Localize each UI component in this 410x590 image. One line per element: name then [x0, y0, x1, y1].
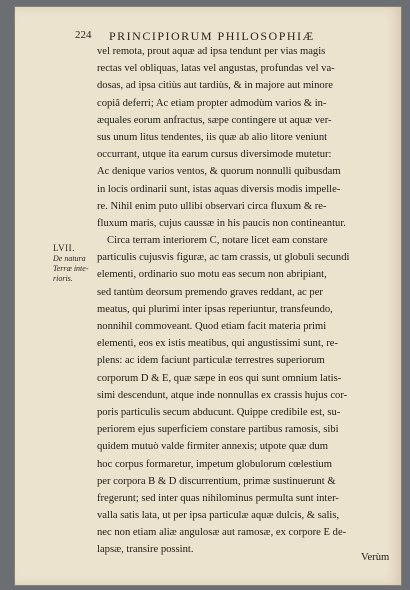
catchword: Verùm [361, 552, 390, 563]
text-line: particulis cujusvis figuræ, ac tam crassis, ut globuli secundi [97, 252, 350, 264]
margin-note-line: Terræ inte- [53, 264, 89, 273]
text-line: valla satis lata, ut per ipsa particulæ aquæ dulcis, & salis, [97, 510, 340, 522]
body-text [97, 43, 395, 559]
page-header [75, 29, 395, 43]
text-line: poris particulis secum abducunt. Quippe credibile est, su- [97, 406, 341, 418]
margin-note-line: De natura [53, 254, 86, 263]
text-line: hoc corpus formaretur, impetum globulorum cœlestium [97, 458, 332, 470]
text-line: corporum D & E, quæ sæpe in eos qui sunt omnium latis- [97, 372, 342, 384]
text-line: plens: ac idem faciunt particulæ terrestres superiorum [97, 355, 325, 367]
text-line: rectas vel obliquas, latas vel angustas, profundas vel va- [97, 63, 335, 75]
text-line: elementi, ordinario suo motu eas secum non abripiant, [97, 269, 327, 281]
text-line: quidem mutuò valde firmiter annexis; utpote quæ dum [97, 441, 328, 453]
text-line: per corpora B & D discurrentium, primæ sustinuerunt & [97, 475, 336, 487]
paragraph-lvii [97, 232, 395, 559]
text-line: dosas, ad ipsa citiùs aut tardiùs, & in majore aut minore [97, 80, 333, 92]
paragraph-continued [97, 43, 395, 232]
page-number: 224 [75, 29, 92, 41]
text-line: in locis ordinarii sunt, istas aquas diversis modis impelle- [97, 183, 341, 195]
text-line: occurrant, utque ita earum cursus diversimode mutetur: [97, 149, 332, 161]
text-line: copiâ deferri; Ac etiam propter admodùm varios & in- [97, 97, 327, 109]
text-line: elementi, eos ex istis meatibus, qui angustissimi sunt, re- [97, 338, 338, 350]
text-line: æquales eorum anfractus, sæpe contingere ut aquæ ver- [97, 114, 332, 126]
text-line: periorem ejus superficiem constare partibus ramosis, sibi [97, 424, 339, 436]
margin-note-text [53, 254, 89, 284]
text-line: fluxum maris, cujus caussæ in his paucis non contineantur. [97, 217, 346, 229]
text-line: sus unum litus tendentes, iis quæ ab alio litore veniunt [97, 131, 328, 143]
text-line: Circa terram interiorem C, notare licet eam constare [107, 235, 328, 247]
text-line: sed tantùm deorsum premendo graves reddant, ac per [97, 286, 323, 298]
text-line: meatus, qui plurimi inter ipsas reperiuntur, transfeundo, [97, 303, 333, 315]
running-head: PRINCIPIORUM PHILOSOPHIÆ [109, 29, 315, 43]
text-line: nonnihil commoveant. Quod etiam facit materia primi [97, 321, 327, 332]
section-number: LVII. [53, 243, 75, 253]
text-line: fregerunt; sed inter quas nihilominus permulta sunt inter- [97, 492, 339, 504]
margin-note-line: rioris. [53, 274, 73, 283]
text-line: lapsæ, transire possint. [97, 544, 194, 556]
book-page [14, 6, 402, 586]
text-line: nec non etiam aliæ angulosæ aut ramosæ, ex corpore E de- [97, 527, 347, 539]
text-line: vel remota, prout aquæ ad ipsa tendunt per vias magis [97, 46, 326, 57]
text-line: simi descendunt, atque inde nonnullas ex crassis hujus cor- [97, 389, 348, 401]
text-line: re. Nihil enim puto ullibi observari circa fluxum & re- [97, 200, 327, 212]
text-line: Ac denique varios ventos, & quorum nonnulli quibusdam [97, 166, 341, 178]
